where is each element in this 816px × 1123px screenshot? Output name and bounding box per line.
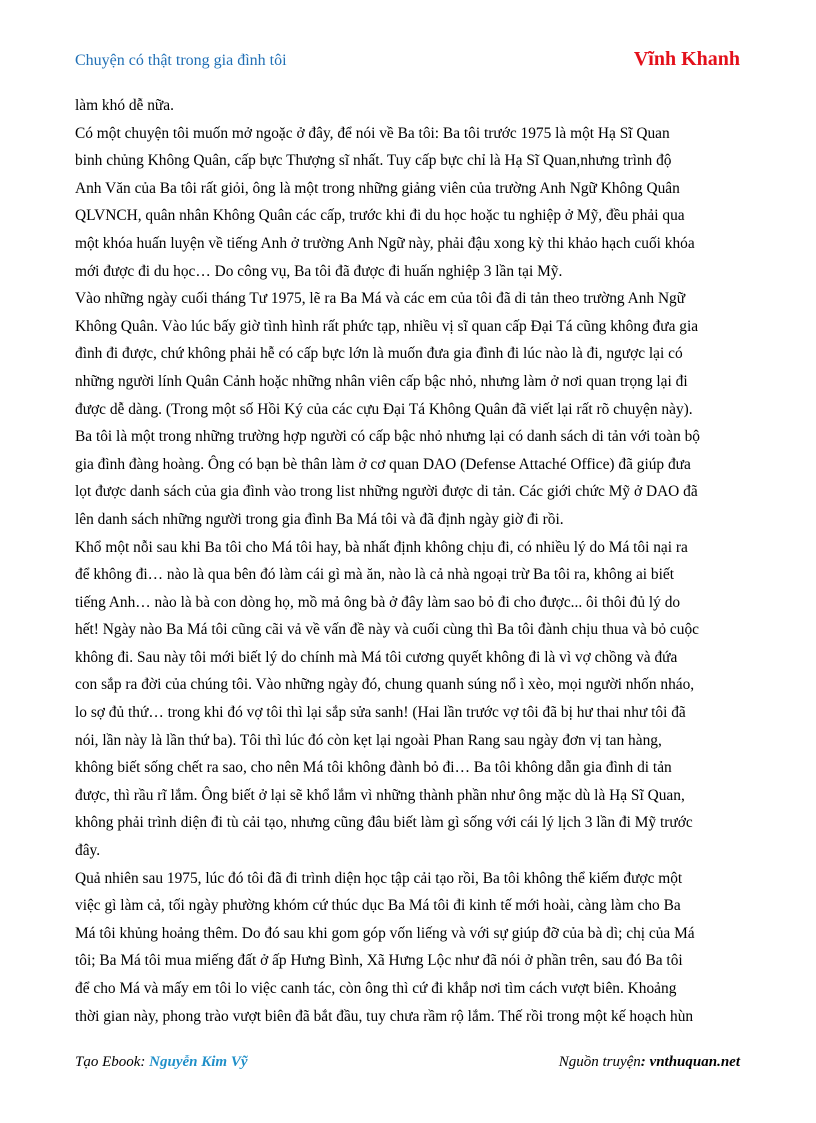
- footer-ebook-separator: :: [140, 1054, 150, 1070]
- footer-source-separator: :: [640, 1054, 650, 1070]
- text-line: Anh Văn của Ba tôi rất giỏi, ông là một trong những giảng viên của trường Anh Ngữ Không Quân: [75, 179, 680, 197]
- text-line: nói, lần này là lần thứ ba). Tôi thì lúc đó còn kẹt lại ngoài Phan Rang sau ngày đơn vị tan hàng,: [75, 731, 662, 749]
- text-line: mới được đi du học… Do công vụ, Ba tôi đã được đi huấn nghiệp 3 lần tại Mỹ.: [75, 262, 563, 280]
- document-body: [75, 92, 744, 1030]
- footer-ebook-name: Nguyễn Kim Vỹ: [149, 1054, 248, 1070]
- text-line: gia đình đàng hoàng. Ông có bạn bè thân làm ở cơ quan DAO (Defense Attaché Office) đã giúp đưa: [75, 455, 691, 473]
- page-header-author: Vĩnh Khanh: [633, 48, 740, 70]
- text-line: tiếng Anh… nào là bà con dòng họ, mồ mả ông bà ở đây làm sao bỏ đi cho được... ôi thôi đủ lý do: [75, 593, 681, 611]
- text-line: con sắp ra đời của chúng tôi. Vào những ngày đó, chung quanh súng nổ ì xèo, mọi người nhốn nháo,: [75, 676, 695, 694]
- text-line: việc gì làm cả, tối ngày phường khóm cứ thúc dục Ba Má tôi đi kinh tế mới hoài, càng làm cho Ba: [75, 897, 681, 915]
- footer-ebook-credit: [75, 1054, 248, 1071]
- text-line: làm khó dễ nữa.: [75, 97, 174, 114]
- text-line: QLVNCH, quân nhân Không Quân các cấp, trước khi đi du học hoặc tu nghiệp ở Mỹ, đều phải qua: [75, 207, 685, 225]
- text-line: Không Quân. Vào lúc bấy giờ tình hình rất phức tạp, nhiều vị sĩ quan cấp Đại Tá cũng không đưa gia: [75, 317, 699, 335]
- text-line: đây.: [75, 842, 101, 860]
- text-line: Má tôi khủng hoảng thêm. Do đó sau khi gom góp vốn liếng và với sự giúp đỡ của bà dì; chị của Má: [75, 924, 695, 942]
- text-line: binh chủng Không Quân, cấp bực Thượng sĩ nhất. Tuy cấp bực chỉ là Hạ Sĩ Quan,nhưng trình độ: [75, 152, 672, 170]
- footer-ebook-label: Tạo Ebook: [75, 1054, 141, 1070]
- text-line: lọt được danh sách của gia đình vào trong list những người được di tản. Các giới chức Mỹ ở DAO đã: [75, 483, 698, 501]
- text-line: không biết sống chết ra sao, cho nên Má tôi không đành bỏ đi… Ba tôi không dẫn gia đình di tản: [75, 759, 672, 777]
- text-line: một khóa huấn luyện về tiếng Anh ở trường Anh Ngữ này, phải đậu xong kỳ thi khảo hạch cuối khóa: [75, 234, 695, 252]
- text-line: để cho Má và mấy em tôi lo việc canh tác, còn ông thì cứ đi khắp nơi tìm cách vượt biên. Khoảng: [75, 980, 677, 997]
- footer-source-credit: [559, 1054, 740, 1071]
- text-line: được dễ dàng. (Trong một số Hồi Ký của các cựu Đại Tá Không Quân đã viết lại rất rõ chuyện này).: [75, 400, 693, 418]
- text-line: lên danh sách những người trong gia đình Ba Má tôi và đã định ngày giờ đi rồi.: [75, 510, 564, 528]
- text-line: Quả nhiên sau 1975, lúc đó tôi đã đi trình diện học tập cải tạo rồi, Ba tôi không thể kiếm được một: [75, 869, 683, 887]
- footer-source-site: vnthuquan.net: [649, 1054, 740, 1070]
- text-line: thời gian này, phong trào vượt biên đã bắt đầu, tuy chưa rầm rộ lắm. Thế rồi trong một kế hoạch hùn: [75, 1007, 694, 1025]
- text-line: được, thì rầu rĩ lắm. Ông biết ở lại sẽ khổ lắm vì những thành phần như ông mặc dù là Hạ Sĩ Quan,: [75, 786, 685, 804]
- text-line: tôi; Ba Má tôi mua miếng đất ở ấp Hưng Bình, Xã Hưng Lộc như đã nói ở phần trên, sau đó Ba tôi: [75, 952, 683, 970]
- text-line: Vào những ngày cuối tháng Tư 1975, lẽ ra Ba Má và các em của tôi đã di tản theo trường Anh Ngữ: [75, 290, 686, 308]
- text-line: đình đi được, chứ không phải hễ có cấp bực lớn là muốn đưa gia đình đi lúc nào là đi, ngược lại có: [75, 345, 683, 363]
- text-line: Có một chuyện tôi muốn mở ngoặc ở đây, để nói về Ba tôi: Ba tôi trước 1975 là một Hạ Sĩ Quan: [75, 124, 670, 142]
- text-line: lo sợ đủ thứ… trong khi đó vợ tôi thì lại sắp sửa sanh! (Hai lần trước vợ tôi đã bị hư thai như tôi đã: [75, 704, 686, 722]
- text-line: không phải trình diện đi tù cải tạo, nhưng cũng đâu biết làm gì sống với cái lý lịch 3 lần đi Mỹ trước: [75, 814, 693, 832]
- footer-source-label: Nguồn truyện: [558, 1054, 641, 1070]
- text-line: hết! Ngày nào Ba Má tôi cũng cãi vả về vấn đề này và cuối cùng thì Ba tôi đành chịu thua và bỏ cuộc: [75, 621, 699, 639]
- text-line: Khổ một nỗi sau khi Ba tôi cho Má tôi hay, bà nhất định không chịu đi, có nhiều lý do Má tôi nại ra: [75, 538, 688, 556]
- text-line: để không đi… nào là qua bên đó làm cái gì mà ăn, nào là cả nhà ngoại trừ Ba tôi ra, không ai biết: [75, 566, 674, 584]
- page-header-title: Chuyện có thật trong gia đình tôi: [75, 52, 287, 69]
- text-line: không đi. Sau này tôi mới biết lý do chính mà Má tôi cương quyết không đi là vì vợ chồng và đứa: [75, 648, 678, 666]
- text-line: Ba tôi là một trong những trường hợp người có cấp bậc nhỏ nhưng lại có danh sách di tản với toàn bộ: [75, 428, 700, 446]
- text-line: những người lính Quân Cảnh hoặc những nhân viên cấp bậc nhỏ, nhưng làm ở nơi quan trọng lại đi: [75, 372, 688, 390]
